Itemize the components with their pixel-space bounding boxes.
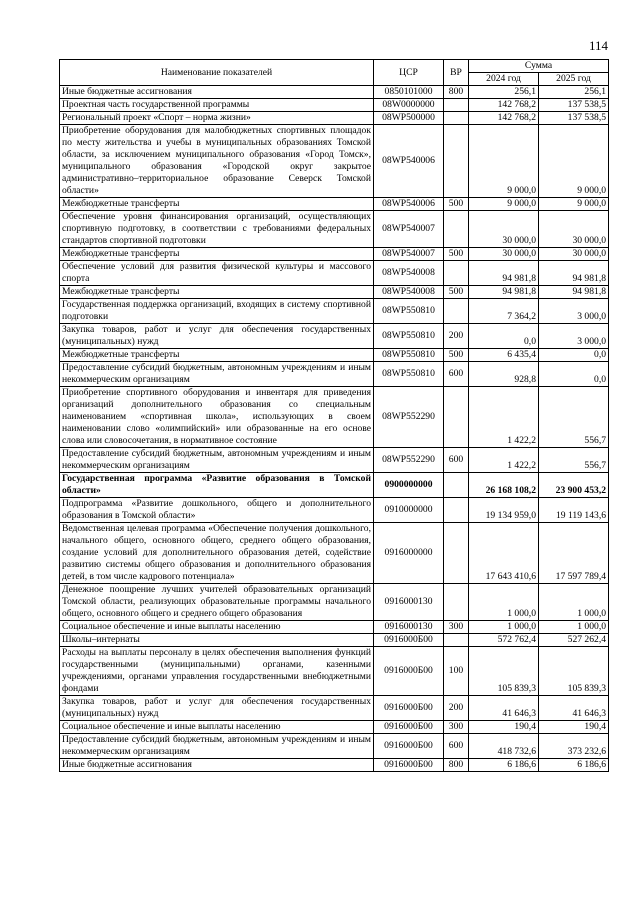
row-csr-cell: 0916000000 [374, 523, 444, 584]
row-sum-2025-cell: 94 981,8 [539, 286, 609, 299]
row-csr-cell: 0910000000 [374, 498, 444, 523]
row-sum-2024-cell: 94 981,8 [469, 261, 539, 286]
header-year-2024: 2024 год [469, 73, 539, 86]
header-name: Наименование показателей [60, 60, 374, 86]
table-row [60, 696, 609, 721]
row-csr-cell: 0916000Б00 [374, 647, 444, 696]
table-row [60, 498, 609, 523]
row-vr-cell [444, 498, 469, 523]
row-sum-2025-cell: 105 839,3 [539, 647, 609, 696]
table-row [60, 324, 609, 349]
row-sum-2024-cell: 1 000,0 [469, 584, 539, 621]
row-sum-2024-cell: 1 422,2 [469, 387, 539, 448]
row-sum-2025-cell: 0,0 [539, 362, 609, 387]
row-vr-cell: 300 [444, 621, 469, 634]
row-name-cell: Иные бюджетные ассигнования [60, 759, 374, 772]
table-row [60, 86, 609, 99]
row-vr-cell: 200 [444, 324, 469, 349]
table-row [60, 198, 609, 211]
table-body [60, 86, 609, 772]
table-row [60, 473, 609, 498]
header-csr: ЦСР [374, 60, 444, 86]
row-name-cell: Межбюджетные трансферты [60, 349, 374, 362]
table-row [60, 387, 609, 448]
row-sum-2025-cell: 6 186,6 [539, 759, 609, 772]
row-csr-cell: 0916000Б00 [374, 696, 444, 721]
row-sum-2025-cell: 137 538,5 [539, 99, 609, 112]
table-row [60, 734, 609, 759]
table-row [60, 286, 609, 299]
table-row [60, 634, 609, 647]
table-row [60, 759, 609, 772]
row-sum-2025-cell: 41 646,3 [539, 696, 609, 721]
row-vr-cell [444, 299, 469, 324]
row-vr-cell [444, 261, 469, 286]
row-sum-2024-cell: 418 732,6 [469, 734, 539, 759]
row-sum-2024-cell: 190,4 [469, 721, 539, 734]
row-name-cell: Государственная программа «Развитие образования в Томской области» [60, 473, 374, 498]
row-sum-2024-cell: 9 000,0 [469, 125, 539, 198]
row-csr-cell: 08WP550810 [374, 299, 444, 324]
row-vr-cell: 800 [444, 86, 469, 99]
row-csr-cell: 08WP540006 [374, 125, 444, 198]
row-vr-cell: 600 [444, 362, 469, 387]
header-year-2025: 2025 год [539, 73, 609, 86]
row-csr-cell: 0900000000 [374, 473, 444, 498]
row-csr-cell: 08WP540008 [374, 286, 444, 299]
row-vr-cell [444, 387, 469, 448]
row-vr-cell [444, 211, 469, 248]
row-name-cell: Ведомственная целевая программа «Обеспечение получения дошкольного, начального общего, основного общего, среднего общего образования, создание условий для дополнительного образования детей, содействие развитию системы общего образования и дополнительного образования детей, в том числе кадрового потенциала» [60, 523, 374, 584]
row-name-cell: Закупка товаров, работ и услуг для обеспечения государственных (муниципальных) нужд [60, 696, 374, 721]
row-csr-cell: 08WP550810 [374, 362, 444, 387]
row-sum-2025-cell: 556,7 [539, 387, 609, 448]
table-row [60, 99, 609, 112]
table-row [60, 523, 609, 584]
row-sum-2024-cell: 1 422,2 [469, 448, 539, 473]
row-name-cell: Расходы на выплаты персоналу в целях обеспечения выполнения функций государственными (муниципальными) органами, казенными учреждениями, органами управления государственными внебюджетными фондами [60, 647, 374, 696]
row-name-cell: Межбюджетные трансферты [60, 198, 374, 211]
row-csr-cell: 08WP540007 [374, 211, 444, 248]
header-vr: ВР [444, 60, 469, 86]
row-vr-cell: 300 [444, 721, 469, 734]
row-csr-cell: 08WP500000 [374, 112, 444, 125]
row-sum-2025-cell: 3 000,0 [539, 324, 609, 349]
row-sum-2024-cell: 1 000,0 [469, 621, 539, 634]
row-sum-2024-cell: 94 981,8 [469, 286, 539, 299]
row-csr-cell: 0916000130 [374, 584, 444, 621]
row-sum-2024-cell: 928,8 [469, 362, 539, 387]
row-name-cell: Иные бюджетные ассигнования [60, 86, 374, 99]
row-csr-cell: 08WP550810 [374, 349, 444, 362]
row-name-cell: Межбюджетные трансферты [60, 248, 374, 261]
row-csr-cell: 08WP540008 [374, 261, 444, 286]
row-name-cell: Предоставление субсидий бюджетным, автономным учреждениям и иным некоммерческим организациям [60, 448, 374, 473]
row-sum-2025-cell: 1 000,0 [539, 621, 609, 634]
row-name-cell: Региональный проект «Спорт – норма жизни» [60, 112, 374, 125]
row-csr-cell: 0916000Б00 [374, 634, 444, 647]
row-sum-2025-cell: 527 262,4 [539, 634, 609, 647]
row-csr-cell: 0916000130 [374, 621, 444, 634]
row-name-cell: Социальное обеспечение и иные выплаты населению [60, 621, 374, 634]
row-vr-cell [444, 99, 469, 112]
row-sum-2024-cell: 0,0 [469, 324, 539, 349]
row-sum-2025-cell: 94 981,8 [539, 261, 609, 286]
row-sum-2024-cell: 572 762,4 [469, 634, 539, 647]
row-sum-2025-cell: 256,1 [539, 86, 609, 99]
row-sum-2024-cell: 19 134 959,0 [469, 498, 539, 523]
row-sum-2024-cell: 9 000,0 [469, 198, 539, 211]
row-name-cell: Межбюджетные трансферты [60, 286, 374, 299]
row-vr-cell [444, 584, 469, 621]
row-vr-cell [444, 125, 469, 198]
header-sum: Сумма [469, 60, 609, 73]
row-csr-cell: 08WP540007 [374, 248, 444, 261]
row-vr-cell: 500 [444, 349, 469, 362]
page-number: 114 [588, 38, 608, 53]
row-name-cell: Предоставление субсидий бюджетным, автономным учреждениям и иным некоммерческим организациям [60, 734, 374, 759]
row-sum-2025-cell: 373 232,6 [539, 734, 609, 759]
row-vr-cell: 500 [444, 198, 469, 211]
row-sum-2025-cell: 9 000,0 [539, 198, 609, 211]
row-sum-2025-cell: 1 000,0 [539, 584, 609, 621]
row-sum-2024-cell: 105 839,3 [469, 647, 539, 696]
row-sum-2025-cell: 3 000,0 [539, 299, 609, 324]
table-row [60, 647, 609, 696]
row-name-cell: Государственная поддержка организаций, входящих в систему спортивной подготовки [60, 299, 374, 324]
table-row [60, 621, 609, 634]
table-row [60, 112, 609, 125]
row-csr-cell: 08WP552290 [374, 448, 444, 473]
row-name-cell: Приобретение спортивного оборудования и инвентаря для приведения организаций дополнительного образования со специальным наименованием «спортивная школа», использующих в своем наименовании слово «олимпийский» или образованные на его основе слова или словосочетания, в нормативное состояние [60, 387, 374, 448]
row-vr-cell: 600 [444, 734, 469, 759]
row-csr-cell: 0916000Б00 [374, 734, 444, 759]
row-sum-2025-cell: 190,4 [539, 721, 609, 734]
row-sum-2024-cell: 142 768,2 [469, 112, 539, 125]
row-name-cell: Предоставление субсидий бюджетным, автономным учреждениям и иным некоммерческим организациям [60, 362, 374, 387]
row-sum-2025-cell: 9 000,0 [539, 125, 609, 198]
row-vr-cell [444, 473, 469, 498]
row-sum-2024-cell: 256,1 [469, 86, 539, 99]
row-sum-2024-cell: 6 435,4 [469, 349, 539, 362]
table-row [60, 362, 609, 387]
row-name-cell: Приобретение оборудования для малобюджетных спортивных площадок по месту жительства и учебы в муниципальных образованиях Томской области, за исключением муниципального образования «Город Томск», муниципального образования «Городской округ закрытое административно–территориальное образование Северск Томской области» [60, 125, 374, 198]
table-row [60, 248, 609, 261]
row-name-cell: Школы–интернаты [60, 634, 374, 647]
row-sum-2025-cell: 19 119 143,6 [539, 498, 609, 523]
row-sum-2025-cell: 0,0 [539, 349, 609, 362]
row-sum-2025-cell: 556,7 [539, 448, 609, 473]
budget-table [59, 59, 609, 772]
row-csr-cell: 0850101000 [374, 86, 444, 99]
table-row [60, 584, 609, 621]
row-vr-cell: 500 [444, 286, 469, 299]
row-sum-2024-cell: 6 186,6 [469, 759, 539, 772]
table-row [60, 211, 609, 248]
row-sum-2024-cell: 142 768,2 [469, 99, 539, 112]
row-sum-2025-cell: 17 597 789,4 [539, 523, 609, 584]
row-name-cell: Проектная часть государственной программы [60, 99, 374, 112]
row-vr-cell: 100 [444, 647, 469, 696]
table-row [60, 299, 609, 324]
row-sum-2025-cell: 23 900 453,2 [539, 473, 609, 498]
row-sum-2024-cell: 26 168 108,2 [469, 473, 539, 498]
row-name-cell: Социальное обеспечение и иные выплаты населению [60, 721, 374, 734]
row-name-cell: Обеспечение условий для развития физической культуры и массового спорта [60, 261, 374, 286]
table-row [60, 448, 609, 473]
row-csr-cell: 08WP550810 [374, 324, 444, 349]
table-row [60, 125, 609, 198]
row-vr-cell: 600 [444, 448, 469, 473]
row-csr-cell: 0916000Б00 [374, 721, 444, 734]
row-vr-cell [444, 112, 469, 125]
row-sum-2024-cell: 41 646,3 [469, 696, 539, 721]
row-sum-2025-cell: 30 000,0 [539, 211, 609, 248]
row-vr-cell: 800 [444, 759, 469, 772]
row-csr-cell: 08WP552290 [374, 387, 444, 448]
row-name-cell: Закупка товаров, работ и услуг для обеспечения государственных (муниципальных) нужд [60, 324, 374, 349]
row-vr-cell [444, 634, 469, 647]
row-csr-cell: 08WP540006 [374, 198, 444, 211]
table-row [60, 261, 609, 286]
row-csr-cell: 08W0000000 [374, 99, 444, 112]
row-name-cell: Денежное поощрение лучших учителей образовательных организаций Томской области, реализующих образовательные программы начального общего, основного общего и среднего общего образования [60, 584, 374, 621]
row-sum-2024-cell: 7 364,2 [469, 299, 539, 324]
row-sum-2025-cell: 30 000,0 [539, 248, 609, 261]
row-sum-2024-cell: 30 000,0 [469, 211, 539, 248]
row-vr-cell [444, 523, 469, 584]
row-sum-2025-cell: 137 538,5 [539, 112, 609, 125]
table-row [60, 349, 609, 362]
row-sum-2024-cell: 30 000,0 [469, 248, 539, 261]
row-csr-cell: 0916000Б00 [374, 759, 444, 772]
row-vr-cell: 500 [444, 248, 469, 261]
row-name-cell: Подпрограмма «Развитие дошкольного, общего и дополнительного образования в Томской области» [60, 498, 374, 523]
row-name-cell: Обеспечение уровня финансирования организаций, осуществляющих спортивную подготовку, в соответствии с требованиями федеральных стандартов спортивной подготовки [60, 211, 374, 248]
row-sum-2024-cell: 17 643 410,6 [469, 523, 539, 584]
row-vr-cell: 200 [444, 696, 469, 721]
table-row [60, 721, 609, 734]
